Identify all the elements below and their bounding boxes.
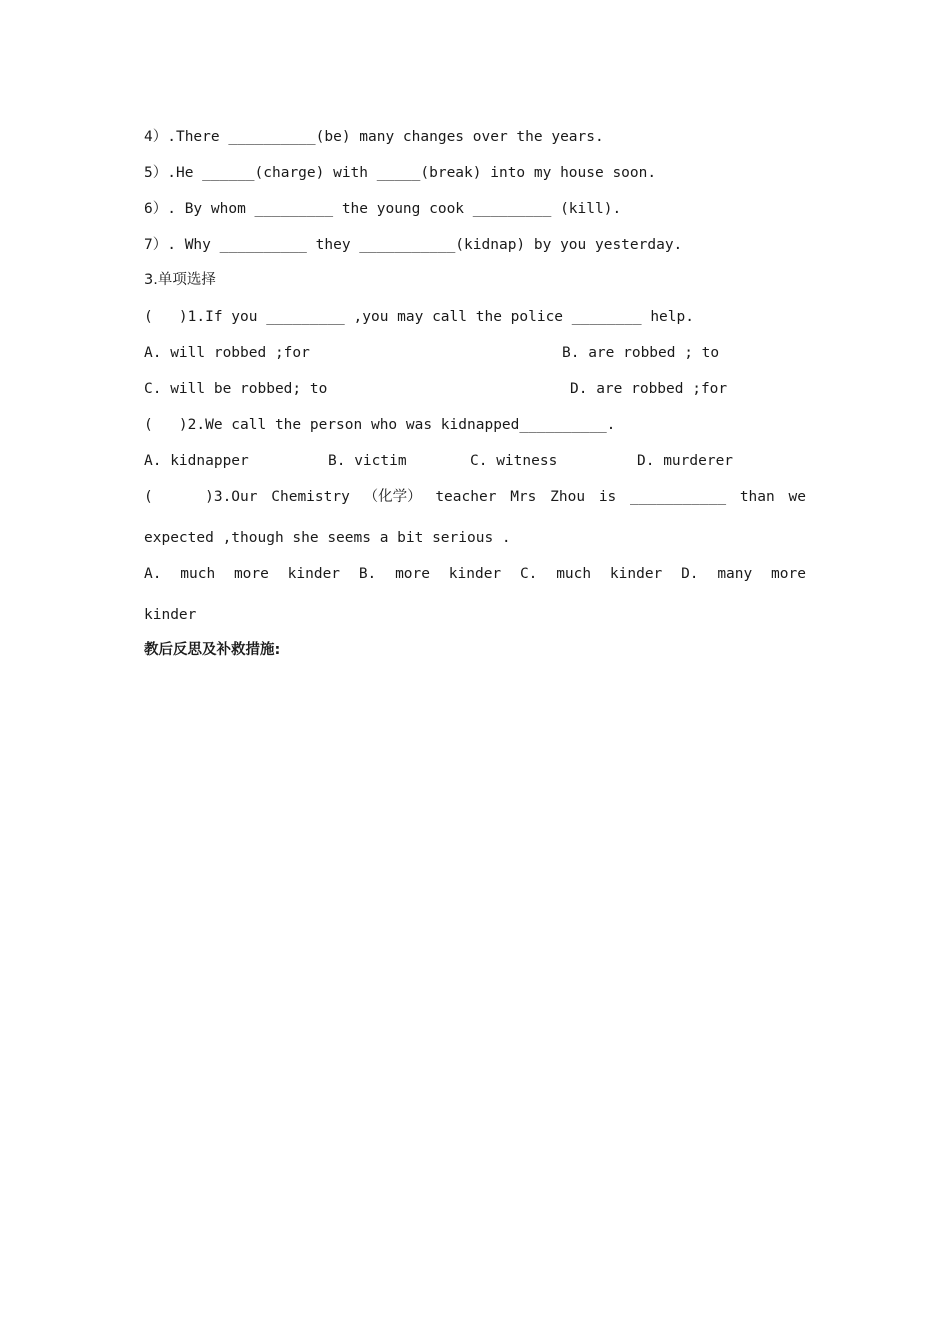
question-1-option-b: B. are robbed ; to (562, 345, 720, 361)
question-1-option-d: D. are robbed ;for (570, 381, 728, 397)
q3-option-word: more (395, 566, 430, 582)
q3-option-word: kinder (448, 566, 502, 582)
q3-option-word: more (771, 566, 806, 582)
fill-blank-4: 4）.There __________(be) many changes over the years. (144, 129, 604, 145)
q3-option-word: kinder (609, 566, 663, 582)
reflection-heading: 教后反思及补救措施: (144, 642, 281, 658)
q3-word: Chemistry (271, 489, 350, 505)
q3-option-word: A. (144, 566, 162, 582)
question-3-stem-continued: expected ,though she seems a bit serious . (144, 530, 511, 546)
q3-word: teacher (435, 489, 497, 505)
question-3-options (144, 565, 806, 583)
q3-word: we (788, 489, 806, 505)
q3-word: ( )3.Our (144, 489, 258, 505)
q3-word: （化学） (363, 489, 422, 505)
fill-blank-6: 6）. By whom _________ the young cook _________ (kill). (144, 201, 622, 217)
question-1-stem: ( )1.If you _________ ,you may call the police ________ help. (144, 309, 694, 325)
question-2-option-d: D. murderer (637, 453, 734, 469)
question-1-option-a: A. will robbed ;for (144, 345, 310, 361)
q3-word: Zhou (550, 489, 586, 505)
q3-blank: ___________ (630, 489, 727, 505)
section-title-multiple-choice: 3.单项选择 (144, 272, 216, 288)
q3-word: than (739, 489, 775, 505)
question-1-option-c: C. will be robbed; to (144, 381, 328, 397)
question-2-option-b: B. victim (328, 453, 407, 469)
q3-option-word: more (233, 566, 269, 582)
fill-blank-7: 7）. Why __________ they ___________(kidnap) by you yesterday. (144, 237, 683, 253)
q3-option-word: much (556, 566, 592, 582)
question-3-options-continued: kinder (144, 607, 197, 623)
q3-option-word: kinder (287, 566, 341, 582)
q3-option-word: much (180, 566, 216, 582)
q3-option-word: D. (681, 566, 699, 582)
q3-word: Mrs (510, 489, 537, 505)
q3-word: is (598, 489, 617, 505)
q3-option-word: many (717, 566, 753, 582)
q3-option-word: B. (358, 566, 377, 582)
question-2-stem: ( )2.We call the person who was kidnapped__________. (144, 417, 616, 433)
q3-option-word: C. (519, 566, 538, 582)
question-2-option-c: C. witness (470, 453, 558, 469)
question-2-option-a: A. kidnapper (144, 453, 249, 469)
fill-blank-5: 5）.He ______(charge) with _____(break) into my house soon. (144, 165, 657, 181)
question-3-stem (144, 488, 806, 506)
